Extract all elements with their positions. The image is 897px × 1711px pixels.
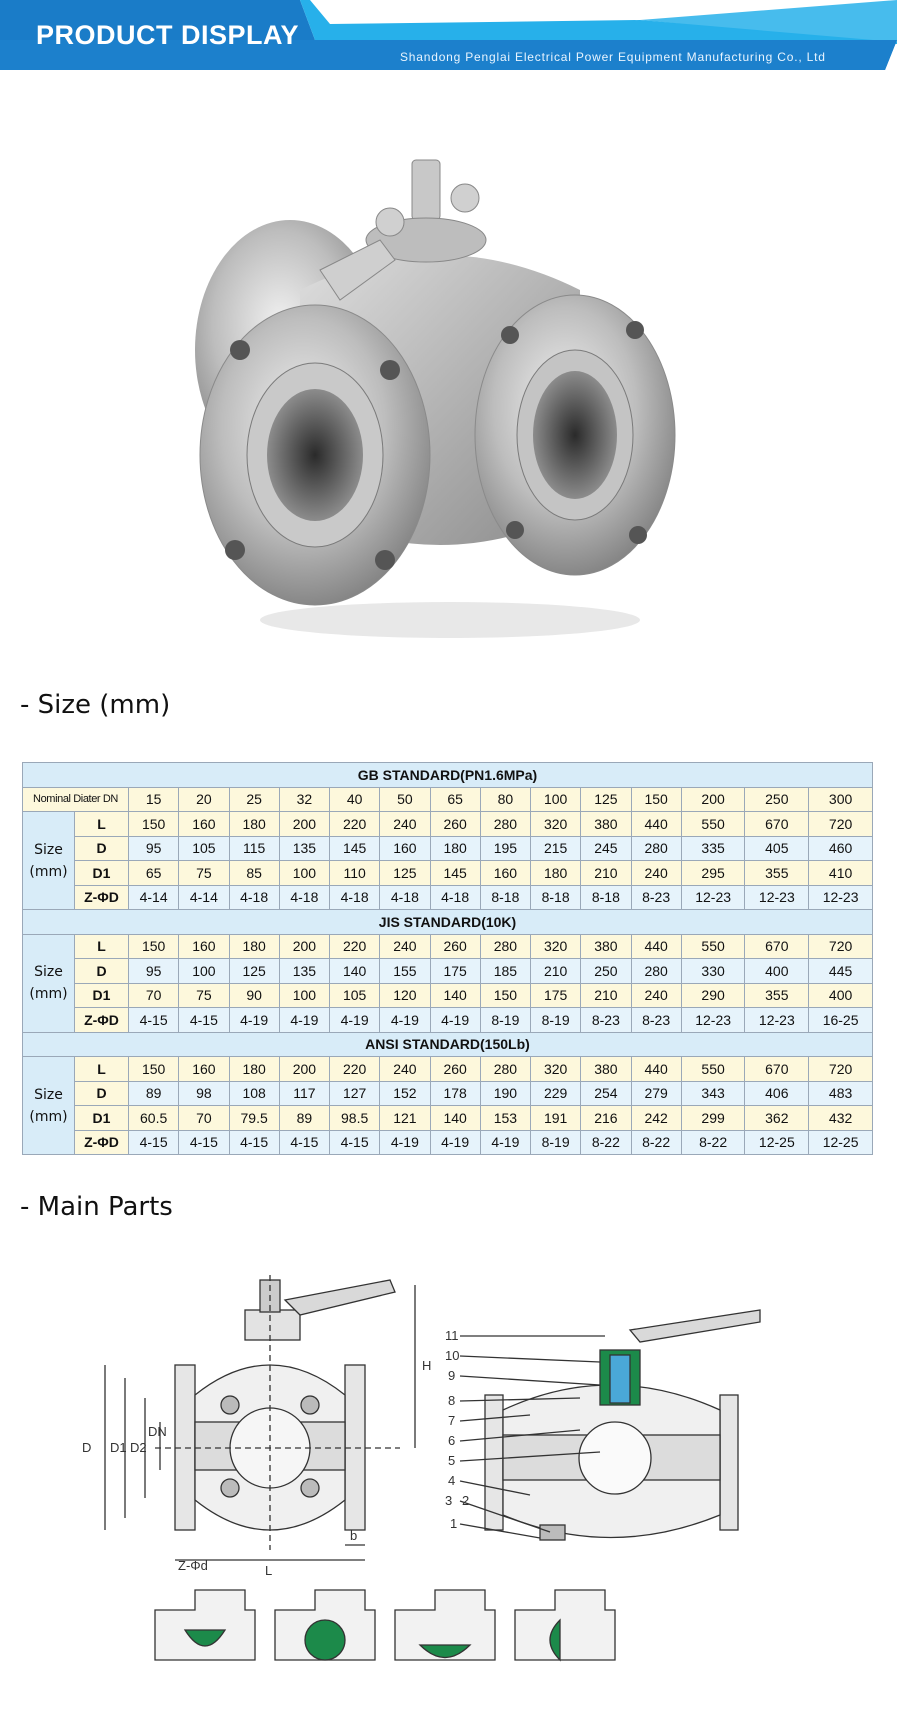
table-cell: 240	[380, 934, 430, 959]
table-cell: 152	[380, 1081, 430, 1106]
table-cell: 121	[380, 1106, 430, 1131]
table-cell: 12-23	[681, 1008, 745, 1033]
table-cell: 4-19	[330, 1008, 380, 1033]
table-cell: 4-14	[179, 885, 229, 910]
table-cell: 160	[179, 812, 229, 837]
table-cell: 4-15	[179, 1130, 229, 1155]
table-cell: 90	[229, 983, 279, 1008]
size-label: Size	[34, 841, 63, 858]
unit-label: (mm)	[29, 1108, 68, 1125]
part-number: 6	[448, 1433, 456, 1448]
table-cell: 180	[430, 836, 480, 861]
table-cell: 65	[129, 861, 179, 886]
table-cell: 8-23	[631, 1008, 681, 1033]
table-cell: 280	[480, 934, 530, 959]
table-cell: 240	[380, 1057, 430, 1082]
table-cell: 4-18	[330, 885, 380, 910]
table-cell: 12-23	[745, 885, 809, 910]
table-cell: 150	[480, 983, 530, 1008]
table-cell: 150	[129, 934, 179, 959]
part-number: 8	[448, 1393, 456, 1408]
table-cell: 240	[631, 983, 681, 1008]
table-cell: 115	[229, 836, 279, 861]
table-cell: 12-25	[809, 1130, 873, 1155]
table-cell: 380	[581, 934, 631, 959]
table-cell: 4-19	[430, 1008, 480, 1033]
table-cell: 150	[129, 812, 179, 837]
size-label: Size	[34, 964, 63, 980]
table-cell: 4-14	[129, 885, 179, 910]
flow-pattern-diagrams	[155, 1590, 615, 1660]
header-banner	[0, 0, 897, 72]
table-cell: 98	[179, 1081, 229, 1106]
table-cell: 380	[581, 812, 631, 837]
table-cell: 160	[179, 1057, 229, 1082]
table-cell: 4-19	[279, 1008, 329, 1033]
table-cell: 110	[330, 861, 380, 886]
table-cell: 220	[330, 934, 380, 959]
table-cell: 125	[380, 861, 430, 886]
table-cell: 12-25	[745, 1130, 809, 1155]
table-cell: 210	[581, 983, 631, 1008]
table-cell: 8-19	[531, 1130, 581, 1155]
table-cell: 175	[531, 983, 581, 1008]
dn-cell: 200	[681, 787, 745, 812]
section-view	[445, 1310, 760, 1540]
table-cell: 180	[229, 1057, 279, 1082]
table-cell: 460	[809, 836, 873, 861]
table-cell: 320	[531, 812, 581, 837]
table-cell: 355	[745, 861, 809, 886]
table-cell: 4-15	[129, 1008, 179, 1033]
standard-title-ansi: ANSI STANDARD(150Lb)	[23, 1032, 873, 1057]
dim-label-d2: D2	[130, 1440, 147, 1455]
table-cell: 720	[809, 934, 873, 959]
table-row	[23, 812, 873, 837]
table-cell: 178	[430, 1081, 480, 1106]
table-cell: 8-23	[581, 1008, 631, 1033]
part-number: 11	[445, 1328, 459, 1343]
table-cell: 191	[531, 1106, 581, 1131]
dimension-view	[82, 1275, 431, 1578]
table-cell: 16-25	[809, 1008, 873, 1033]
table-cell: 210	[581, 861, 631, 886]
dn-cell: 25	[229, 787, 279, 812]
dn-cell: 300	[809, 787, 873, 812]
table-cell: 245	[581, 836, 631, 861]
part-number: 10	[445, 1348, 460, 1363]
table-cell: 8-19	[531, 1008, 581, 1033]
table-cell: 4-15	[330, 1130, 380, 1155]
table-cell: 8-22	[631, 1130, 681, 1155]
table-cell: 70	[179, 1106, 229, 1131]
table-cell: 279	[631, 1081, 681, 1106]
table-cell: 343	[681, 1081, 745, 1106]
row-label: L	[75, 1057, 129, 1082]
dn-cell: 150	[631, 787, 681, 812]
dn-cell: 65	[430, 787, 480, 812]
table-cell: 220	[330, 1057, 380, 1082]
table-row	[23, 836, 873, 861]
table-row	[23, 1081, 873, 1106]
dn-cell: 100	[531, 787, 581, 812]
flow-diagram-2	[275, 1590, 375, 1660]
table-cell: 483	[809, 1081, 873, 1106]
row-label: Z-ΦD	[75, 885, 129, 910]
table-cell: 405	[745, 836, 809, 861]
table-cell: 117	[279, 1081, 329, 1106]
size-mm-label	[23, 934, 75, 1032]
table-cell: 299	[681, 1106, 745, 1131]
table-row	[23, 1008, 873, 1033]
table-cell: 98.5	[330, 1106, 380, 1131]
table-cell: 120	[380, 983, 430, 1008]
flow-diagram-1	[155, 1590, 255, 1660]
table-cell: 175	[430, 959, 480, 984]
table-cell: 4-15	[279, 1130, 329, 1155]
table-cell: 4-19	[380, 1008, 430, 1033]
row-label: Z-ΦD	[75, 1130, 129, 1155]
table-cell: 8-23	[631, 885, 681, 910]
dn-cell: 80	[480, 787, 530, 812]
table-cell: 4-19	[430, 1130, 480, 1155]
dn-cell: 32	[279, 787, 329, 812]
table-cell: 195	[480, 836, 530, 861]
table-cell: 280	[480, 812, 530, 837]
table-cell: 335	[681, 836, 745, 861]
table-cell: 320	[531, 1057, 581, 1082]
table-cell: 355	[745, 983, 809, 1008]
table-cell: 12-23	[681, 885, 745, 910]
dim-label-dn: DN	[148, 1424, 167, 1439]
table-cell: 145	[330, 836, 380, 861]
part-number: 9	[448, 1368, 456, 1383]
table-cell: 320	[531, 934, 581, 959]
dn-cell: 40	[330, 787, 380, 812]
row-label: D1	[75, 861, 129, 886]
row-label: Z-ΦD	[75, 1008, 129, 1033]
table-cell: 95	[129, 836, 179, 861]
table-cell: 380	[581, 1057, 631, 1082]
table-cell: 160	[480, 861, 530, 886]
table-cell: 410	[809, 861, 873, 886]
table-cell: 4-15	[229, 1130, 279, 1155]
table-cell: 12-23	[809, 885, 873, 910]
table-cell: 4-18	[380, 885, 430, 910]
table-cell: 153	[480, 1106, 530, 1131]
row-label: L	[75, 812, 129, 837]
table-cell: 720	[809, 812, 873, 837]
table-cell: 100	[279, 861, 329, 886]
row-label: L	[75, 934, 129, 959]
table-cell: 4-19	[229, 1008, 279, 1033]
table-cell: 150	[129, 1057, 179, 1082]
table-cell: 4-18	[229, 885, 279, 910]
part-number: 1	[450, 1516, 458, 1531]
table-cell: 406	[745, 1081, 809, 1106]
table-cell: 185	[480, 959, 530, 984]
table-cell: 8-18	[581, 885, 631, 910]
table-cell: 8-22	[681, 1130, 745, 1155]
table-cell: 400	[809, 983, 873, 1008]
part-number: 5	[448, 1453, 456, 1468]
table-cell: 4-19	[480, 1130, 530, 1155]
table-cell: 8-18	[480, 885, 530, 910]
table-cell: 105	[179, 836, 229, 861]
table-cell: 260	[430, 1057, 480, 1082]
table-cell: 220	[330, 812, 380, 837]
table-row	[23, 959, 873, 984]
flow-diagram-4	[515, 1590, 615, 1660]
standard-title-jis: JIS STANDARD(10K)	[23, 910, 873, 935]
dim-label-l: L	[265, 1563, 273, 1578]
company-name: Shandong Penglai Electrical Power Equipment Manufacturing Co., Ltd	[400, 50, 826, 64]
table-cell: 180	[229, 934, 279, 959]
nominal-dn-label: Nominal Diater DN	[23, 787, 129, 812]
table-cell: 70	[129, 983, 179, 1008]
size-mm-label	[23, 812, 75, 910]
table-cell: 290	[681, 983, 745, 1008]
table-cell: 79.5	[229, 1106, 279, 1131]
size-section-heading: - Size (mm)	[20, 690, 171, 720]
table-cell: 254	[581, 1081, 631, 1106]
dim-label-h: H	[422, 1358, 432, 1373]
table-cell: 180	[229, 812, 279, 837]
flow-diagram-3	[395, 1590, 495, 1660]
table-cell: 330	[681, 959, 745, 984]
table-cell: 190	[480, 1081, 530, 1106]
row-label: D	[75, 959, 129, 984]
table-cell: 240	[631, 861, 681, 886]
table-cell: 8-19	[480, 1008, 530, 1033]
table-cell: 127	[330, 1081, 380, 1106]
dim-label-d1: D1	[110, 1440, 127, 1455]
table-row	[23, 983, 873, 1008]
size-spec-table	[22, 762, 873, 1155]
page-title: PRODUCT DISPLAY	[36, 20, 300, 50]
table-cell: 670	[745, 1057, 809, 1082]
size-mm-label	[23, 1057, 75, 1155]
table-cell: 60.5	[129, 1106, 179, 1131]
table-cell: 432	[809, 1106, 873, 1131]
table-cell: 8-22	[581, 1130, 631, 1155]
table-cell: 260	[430, 934, 480, 959]
table-cell: 280	[631, 836, 681, 861]
table-cell: 160	[179, 934, 229, 959]
dim-label-d: D	[82, 1440, 92, 1455]
part-number: 2	[462, 1493, 470, 1508]
table-cell: 100	[279, 983, 329, 1008]
table-cell: 89	[279, 1106, 329, 1131]
table-cell: 280	[631, 959, 681, 984]
dn-cell: 50	[380, 787, 430, 812]
table-cell: 95	[129, 959, 179, 984]
dn-cell: 125	[581, 787, 631, 812]
table-row	[23, 1106, 873, 1131]
part-number: 3	[445, 1493, 453, 1508]
table-cell: 155	[380, 959, 430, 984]
table-cell: 4-18	[430, 885, 480, 910]
table-cell: 145	[430, 861, 480, 886]
table-cell: 4-15	[129, 1130, 179, 1155]
table-cell: 242	[631, 1106, 681, 1131]
part-number: 4	[448, 1473, 456, 1488]
table-cell: 200	[279, 934, 329, 959]
unit-label: (mm)	[29, 986, 68, 1002]
table-cell: 362	[745, 1106, 809, 1131]
row-label: D1	[75, 1106, 129, 1131]
table-cell: 670	[745, 812, 809, 837]
table-cell: 720	[809, 1057, 873, 1082]
table-row	[23, 1130, 873, 1155]
table-cell: 75	[179, 861, 229, 886]
table-cell: 200	[279, 812, 329, 837]
table-cell: 75	[179, 983, 229, 1008]
table-cell: 12-23	[745, 1008, 809, 1033]
table-cell: 135	[279, 959, 329, 984]
table-row	[23, 1057, 873, 1082]
table-cell: 440	[631, 1057, 681, 1082]
product-photo-ball-valve	[180, 150, 720, 660]
main-parts-section-heading: - Main Parts	[20, 1192, 173, 1222]
table-cell: 140	[330, 959, 380, 984]
standard-title-gb: GB STANDARD(PN1.6MPa)	[23, 763, 873, 788]
table-cell: 4-19	[380, 1130, 430, 1155]
table-cell: 4-18	[279, 885, 329, 910]
row-label: D1	[75, 983, 129, 1008]
table-cell: 440	[631, 934, 681, 959]
table-row	[23, 934, 873, 959]
table-cell: 240	[380, 812, 430, 837]
table-cell: 440	[631, 812, 681, 837]
table-cell: 135	[279, 836, 329, 861]
table-cell: 400	[745, 959, 809, 984]
table-cell: 200	[279, 1057, 329, 1082]
table-cell: 108	[229, 1081, 279, 1106]
table-cell: 295	[681, 861, 745, 886]
table-cell: 210	[531, 959, 581, 984]
part-number: 7	[448, 1413, 456, 1428]
table-cell: 215	[531, 836, 581, 861]
valve-technical-drawing	[60, 1270, 840, 1670]
dn-cell: 250	[745, 787, 809, 812]
table-cell: 180	[531, 861, 581, 886]
table-row	[23, 885, 873, 910]
table-cell: 280	[480, 1057, 530, 1082]
dn-cell: 20	[179, 787, 229, 812]
table-cell: 550	[681, 934, 745, 959]
table-cell: 140	[430, 983, 480, 1008]
size-label: Size	[34, 1086, 63, 1103]
table-cell: 89	[129, 1081, 179, 1106]
table-cell: 229	[531, 1081, 581, 1106]
table-cell: 250	[581, 959, 631, 984]
table-row	[23, 861, 873, 886]
table-cell: 140	[430, 1106, 480, 1131]
table-cell: 4-15	[179, 1008, 229, 1033]
table-cell: 445	[809, 959, 873, 984]
table-cell: 105	[330, 983, 380, 1008]
row-label: D	[75, 836, 129, 861]
stem-block	[610, 1355, 630, 1403]
row-label: D	[75, 1081, 129, 1106]
table-cell: 550	[681, 812, 745, 837]
table-cell: 100	[179, 959, 229, 984]
dim-label-b: b	[350, 1528, 358, 1543]
table-cell: 160	[380, 836, 430, 861]
unit-label: (mm)	[29, 863, 68, 880]
dn-cell: 15	[129, 787, 179, 812]
dim-label-z-phid: Z-Φd	[178, 1558, 208, 1573]
table-cell: 125	[229, 959, 279, 984]
table-cell: 8-18	[531, 885, 581, 910]
table-cell: 260	[430, 812, 480, 837]
table-cell: 670	[745, 934, 809, 959]
table-cell: 216	[581, 1106, 631, 1131]
table-cell: 85	[229, 861, 279, 886]
table-cell: 550	[681, 1057, 745, 1082]
